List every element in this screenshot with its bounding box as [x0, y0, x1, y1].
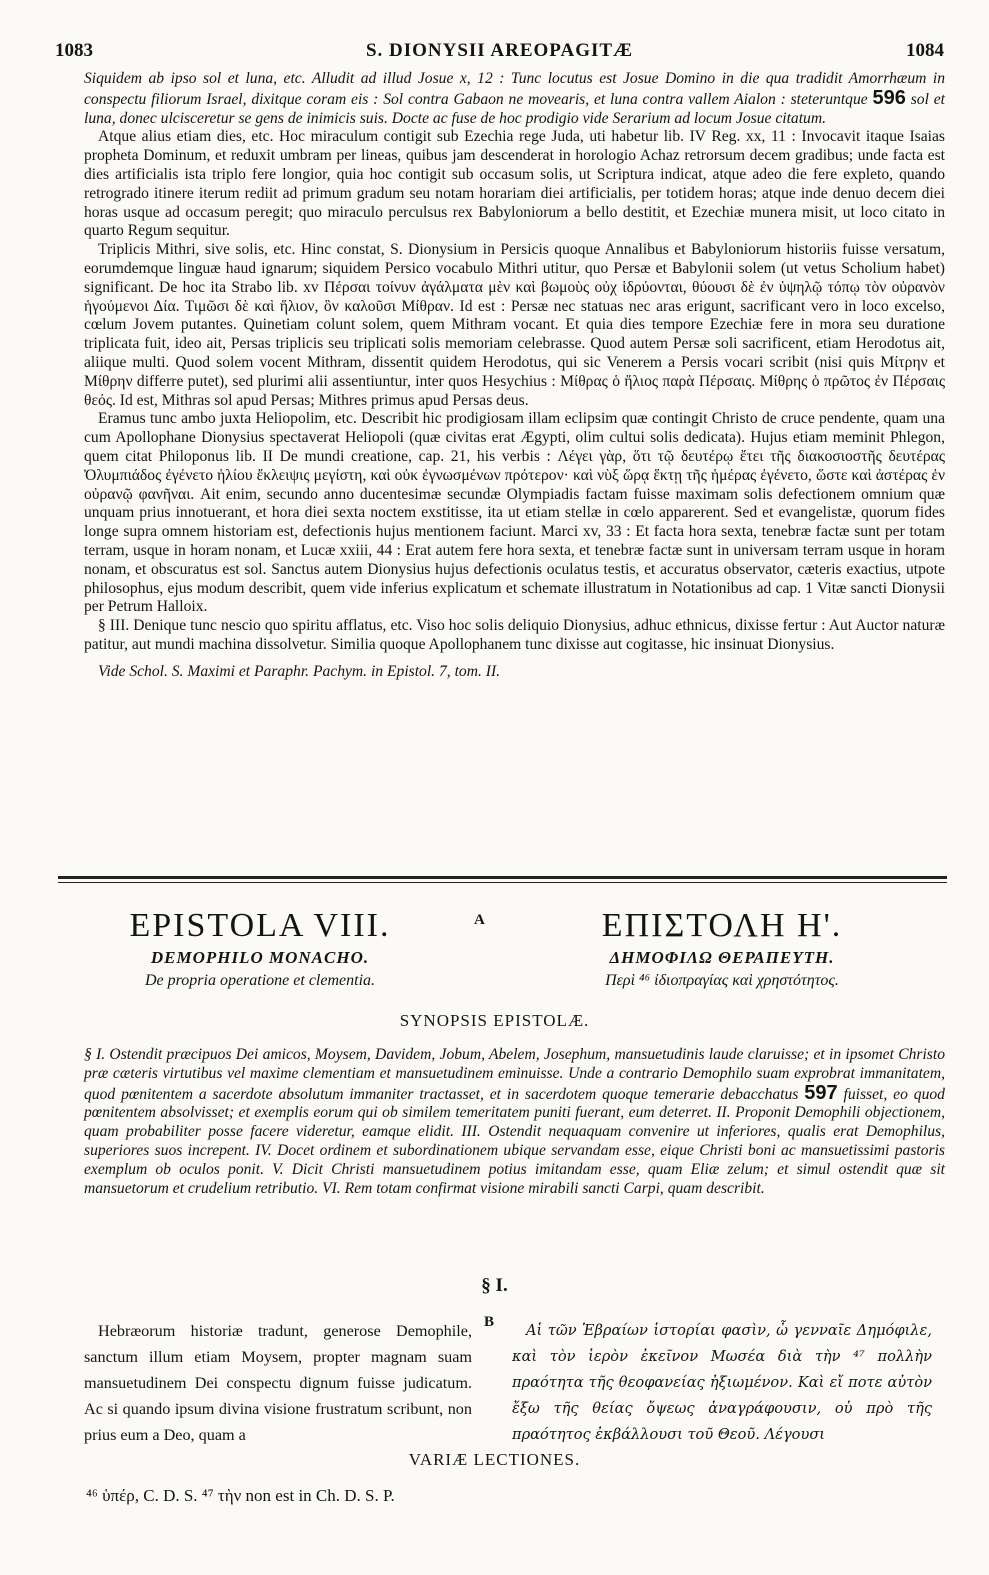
synopsis-part-a: § I. Ostendit præcipuos Dei amicos, Moysem, Davidem, Jobum, Abelem, Josephum, mansuetudinis laude claruisse; et in ipsomet Christo præ cæteris virtutibus vel maxime clementiam et mansuetudinem eminuisse. Unde a contrario Demophilo suam exprobrat immanitatem, quod pœnitentem a sacerdote absolutum immaniter tractasset, et in sacerdotem quoque temerarie debacchatus: [84, 1046, 945, 1103]
variae-lectiones-text: ⁴⁶ ὑπέρ, C. D. S. ⁴⁷ τὴν non est in Ch. D. S. P.: [86, 1486, 395, 1505]
column-marker-b: B: [484, 1314, 495, 1330]
running-head: [55, 40, 944, 66]
commentary-p1-part-b: sol et luna, donec ulcisceretur se gens de inimicis suis. Docte ac fuse de hoc prodigio vide Serarium ad locum Josue citatum.: [84, 90, 945, 127]
latin-addressee: DEMOPHILO MONACHO.: [150, 948, 370, 967]
page-number-right: 1084: [906, 40, 944, 61]
synopsis-text: [84, 1046, 945, 1198]
greek-subtitle: Περὶ ⁴⁶ ἰδιοπραγίας καὶ χρηστότητος.: [605, 972, 839, 989]
commentary-paragraph-2: Atque alius etiam dies, etc. Hoc miraculum contigit sub Ezechia rege Juda, uti habetur lib. IV Reg. xx, 11 : Invocavit itaque Isaias propheta Dominum, et reduxit umbram per lineas, quibus jam descenderat in horologio Achaz retrorsum decem gradibus; unde facta est dies artificialis ista triplo fere longior, quia hoc contigit sub occasum solis, ut Scriptura indicat, atque adeo die fere expleto, quando retrogrado itinere iterum rediit ad primum gradum seu notam horariam diei artificialis, per totidem horas; atque inde denuo decem diei horas usque ad occasum peregit; quo miraculo perculsus rex Babyloniorum a bello destitit, et Ezechiæ munera misit, ut loco citato in quarto Regum sequitur.: [84, 128, 945, 240]
page-number-left: 1083: [55, 40, 93, 61]
section-divider-thick: [58, 876, 947, 879]
section-divider-thin: [58, 882, 947, 883]
greek-title-block: [512, 906, 932, 992]
vide-reference: Vide Schol. S. Maximi et Paraphr. Pachym. in Epistol. 7, tom. II.: [98, 662, 501, 680]
commentary-paragraph-1: [84, 70, 945, 128]
running-title: S. DIONYSII AREOPAGITÆ: [365, 40, 634, 61]
greek-addressee: ΔΗΜΟΦΙΛΩ ΘΕΡΑΠΕΥΤΗ.: [609, 948, 835, 967]
variae-lectiones-heading: VARIÆ LECTIONES.: [408, 1450, 581, 1469]
greek-column-text: Αἱ τῶν Ἑβραίων ἱστορίαι φασὶν, ὦ γενναῖε Δημόφιλε, καὶ τὸν ἱερὸν ἐκεῖνον Μωσέα διὰ τὴν ⁴⁷ πολλὴν πραότητα τῆς θεοφανείας ἠξιωμένον. Καὶ εἴ ποτε αὐτὸν ἔξω τῆς θείας ὄψεως ἀναγράφουσιν, οὐ πρὸ τῆς πραότητος ἐκβάλλουσι τοῦ Θεοῦ. Λέγουσι: [512, 1322, 932, 1443]
commentary-paragraph-4: Eramus tunc ambo juxta Heliopolim, etc. Describit hic prodigiosam illam eclipsim quæ contingit Christo de cruce pendente, quam una cum Apollophane Dionysius spectaverat Heliopoli (quæ civitas erat Ægypti, olim cultui solis dedicata). Hujus etiam meminit Phlegon, quem citat Philoponus lib. II De mundi creatione, cap. 21, his verbis : Λέγει γὰρ, ὅτι τῷ δευτέρῳ ἔτει τῆς διακοσιοστῆς δευτέρας Ὀλυμπιάδος ἐγένετο ἡλίου ἔκλειψις μεγίστη, καὶ οὐκ ἐγνωσμένων πρότερον· καὶ νὺξ ὥρᾳ ἕκτῃ τῆς ἡμέρας ἐγένετο, ὥστε καὶ ἀστέρας ἐν οὐρανῷ φανῆναι. Ait enim, secundo anno ducentesimæ secundæ Olympiadis factam fuisse maximam solis defectionem omnium quæ unquam prius innotuerant, et hora diei sexta noctem exstitisse, ita ut etiam stellæ in cœlo apparerent. Sed et evangelistæ, quorum fides longe supra omnem historiam est, defectionis hujus mentionem faciunt. Marci xv, 33 : Et facta hora sexta, tenebræ factæ sunt per totam terram, usque in horam nonam, et Lucæ xxiii, 44 : Erat autem fere hora sexta, et tenebræ factæ sunt in universam terram usque in horam nonam, et obscuratus est sol. Sanctus autem Dionysius hujus defectionis oculatus testis, et accuratus observator, cæteris exactius, utpote philosophus, ejus modum describit, quem vide inferius explicatum et schemate illustratum in Notationibus ad cap. 1 Vitæ sancti Dionysii per Petrum Halloix.: [84, 410, 945, 616]
column-marker-a: A: [474, 912, 485, 928]
commentary-p1-part-a: Siquidem ab ipso sol et luna, etc. Alludit ad illud Josue x, 12 : Tunc locutus est Josue Domino in die qua tradidit Amorrhæum in conspectu filiorum Israel, dixitque coram eis : Sol contra Gabaon ne movearis, et luna contra vallem Aialon : steteruntque: [84, 70, 945, 108]
latin-title-block: [60, 906, 460, 992]
commentary-paragraph-5: § III. Denique tunc nescio quo spiritu afflatus, etc. Viso hoc solis deliquio Dionysius, adhuc ethnicus, dixisse fertur : Aut Auctor naturæ patitur, aut mundi machina dissolvetur. Similia quoque Apollophanem tunc dixisse aut cogitasse, hic insinuat Dionysius.: [84, 617, 945, 653]
greek-epistle-title: ΕΠΙΣΤΟΛΗ Η'.: [601, 907, 843, 944]
latin-subtitle: De propria operatione et clementia.: [144, 972, 376, 989]
column-number-597: 597: [804, 1081, 838, 1104]
synopsis-part-b: fuisset, eo quod pœnitentem absolvisset; et exemplis eorum qui ob similem temeritatem puniti fuerant, eum deterret. II. Proponit Demophili objectionem, quam probabiliter posse facere videretur, eamque elidit. III. Ostendit nequaquam convenire ut inferiores, qualis erat Demophilus, superiores suos increpent. IV. Docet ordinem et subordinationem ubique servandam esse, eique Christi boni ac mansuetissimi pastoris exemplum ob oculos ponit. V. Dicit Christi mansuetudinem potius imitandam esse, quam Eliæ zelum; et simul ostendit quæ sit mansuetorum et crudelium retributio. VI. Rem totam confirmat visione mirabili sancti Carpi, quam describit.: [84, 1085, 945, 1197]
latin-column-text: Hebræorum historiæ tradunt, generose Demophile, sanctum illum etiam Moysem, propter magnam suam mansuetudinem Dei conspectu dignum fuisse judicatum. Ac si quando ipsum divina visione frustratum scribunt, non prius eum a Deo, quam a: [84, 1322, 472, 1444]
section-heading: § I.: [481, 1275, 508, 1296]
commentary-paragraph-3: Triplicis Mithri, sive solis, etc. Hinc constat, S. Dionysium in Persicis quoque Annalibus et Babyloniorum historiis fuisse versatum, eorumdemque linguæ haud ignarum; siquidem Persico vocabulo Mithri utitur, quo Persæ et Babylonii solem (ut vetus Scholium habet) significant. De hoc ita Strabo lib. xv Πέρσαι τοίνυν ἀγάλματα μὲν καὶ βωμοὺς οὐχ ἱδρύονται, θύουσι δὲ ἐν ὑψηλῷ τόπῳ τὸν οὐρανὸν ἡγούμενοι Δία. Τιμῶσι δὲ καὶ ἥλιον, ὃν καλοῦσι Μίθραν. Id est : Persæ nec statuas nec aras erigunt, sacrificant vero in loco excelso, cœlum Jovem putantes. Quinetiam colunt solem, quem Mithram vocant. Et quia dies tempore Ezechiæ fere in mora seu duratione triplicata fuit, ideo ait, Persas triplicis seu triplicati solis memoriam celebrasse. Quod autem Persæ soli sacrificent, etiam Herodotus ait, aliique multi. Quod solem vocent Mithram, dissentit quidem Herodotus, qui sic Venerem a Persis vocari scribit (nisi quis Μίτρην et Μίθρην differre putet), sed plurimi alii assentiuntur, inter quos Hesychius : Μίθρας ὁ ἥλιος παρὰ Πέρσαις. Μίθρης ὁ πρῶτος ἐν Πέρσαις θεός. Id est, Mithras sol apud Persas; Mithres primus apud Persas deus.: [84, 241, 945, 409]
commentary-block: [84, 70, 945, 682]
column-number-596: 596: [872, 86, 906, 109]
latin-epistle-title: EPISTOLA VIII.: [129, 907, 391, 944]
synopsis-heading: SYNOPSIS EPISTOLÆ.: [399, 1011, 590, 1030]
